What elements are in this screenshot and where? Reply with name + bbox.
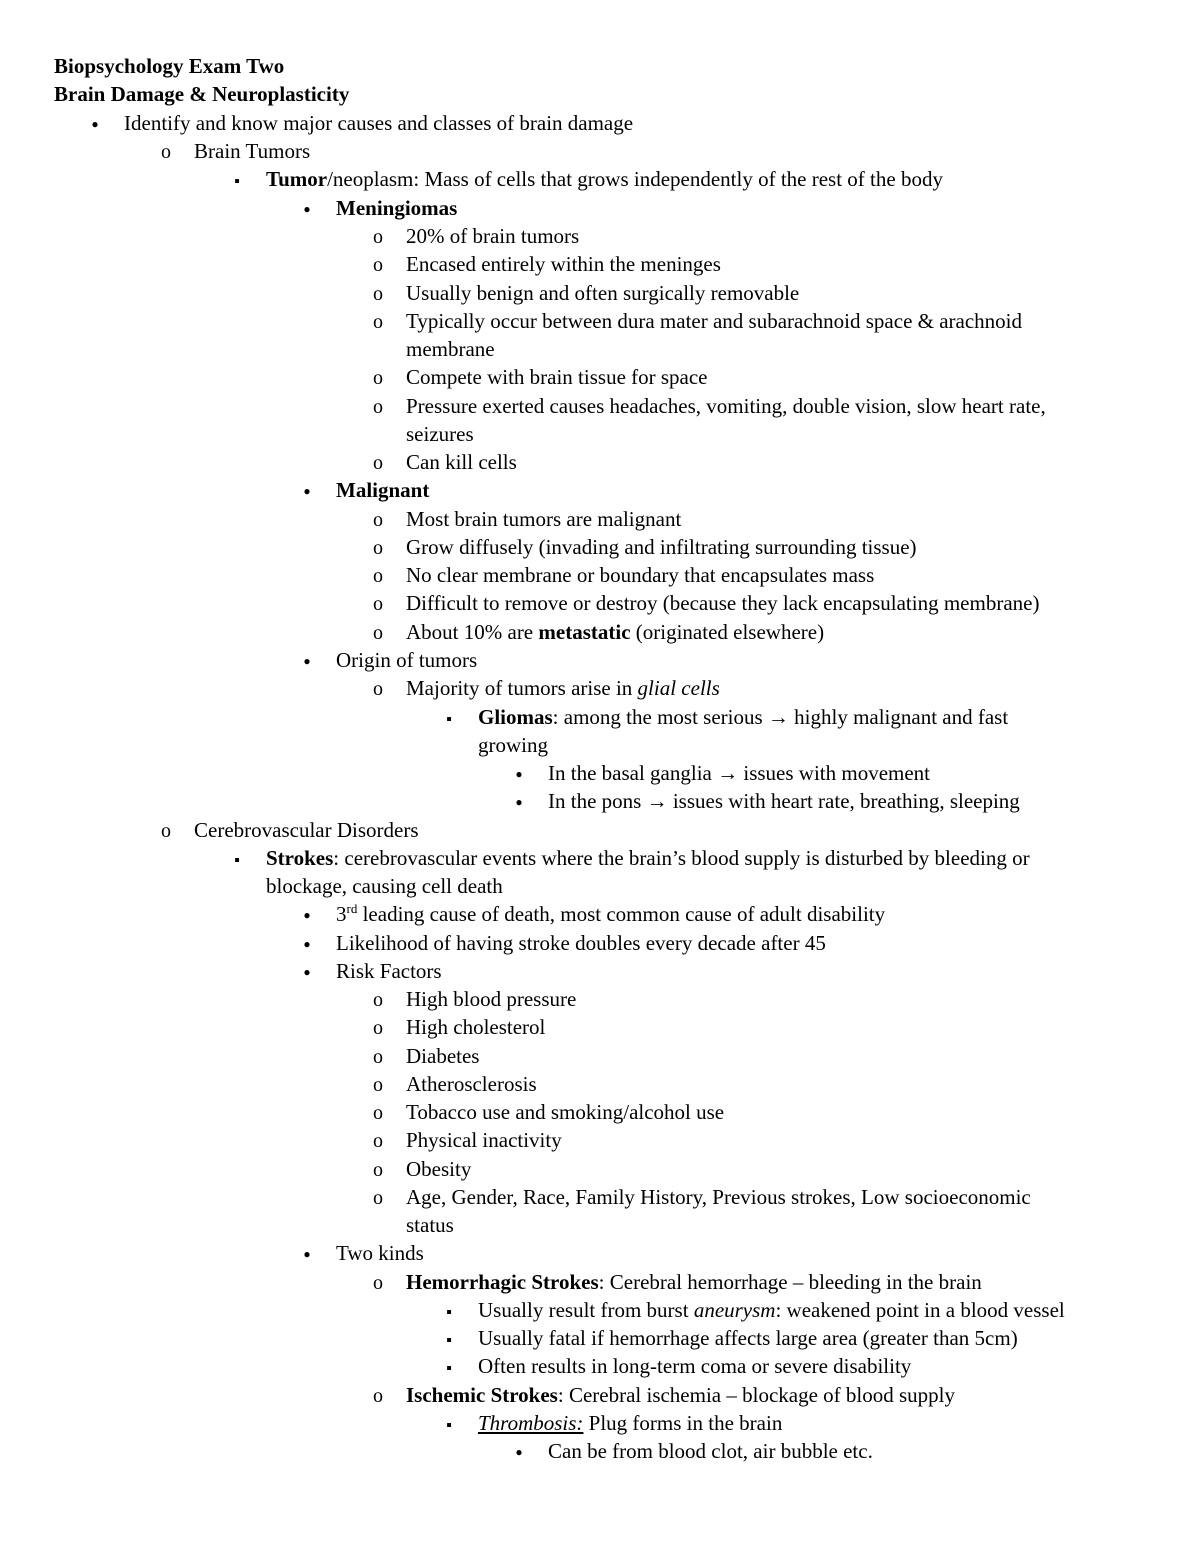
outline-item [478,1409,782,1437]
circle-bullet-icon [370,985,386,1014]
outline-item: Can be from blood clot, air bubble etc. [548,1439,873,1463]
outline-item: Meningiomas [336,196,458,220]
outline-item: Typically occur between dura mater and subarachnoid space & arachnoid [406,309,1023,333]
outline-item: Age, Gender, Race, Family History, Previous strokes, Low socioeconomic [406,1185,1031,1209]
bullet-icon [300,957,314,988]
circle-bullet-icon [370,250,386,279]
text: (originated elsewhere) [630,620,825,644]
circle-bullet-icon [370,392,386,421]
outline-item [478,1296,1065,1324]
outline-item-continued: membrane [406,337,495,361]
bullet-icon [88,109,102,140]
outline-item: Origin of tumors [336,648,478,672]
text: 3 [336,902,347,926]
circle-bullet-icon [370,1183,386,1212]
outline-item: No clear membrane or boundary that encapsulates mass [406,563,875,587]
term: Tumor [266,167,328,191]
outline-item [406,1381,955,1409]
text: : weakened point in a blood vessel [775,1298,1065,1322]
bullet-icon [512,759,526,790]
bullet-icon [512,787,526,818]
circle-bullet-icon [370,1126,386,1155]
bullet-icon [512,1437,526,1468]
outline-item: Brain Tumors [194,139,311,163]
circle-bullet-icon [158,137,174,166]
outline-item [266,844,1030,872]
circle-bullet-icon [370,505,386,534]
outline-item [406,1268,982,1296]
outline-item: Pressure exerted causes headaches, vomiting, double vision, slow heart rate, [406,394,1046,418]
bullet-icon [300,646,314,677]
outline-item: Two kinds [336,1241,424,1265]
outline-item: Grow diffusely (invading and infiltrating surrounding tissue) [406,535,917,559]
outline-item: Cerebrovascular Disorders [194,818,419,842]
text: Plug forms in the brain [583,1411,783,1435]
term: Strokes [266,846,334,870]
term: glial cells [637,676,720,700]
square-bullet-icon [442,1409,456,1440]
circle-bullet-icon [370,1155,386,1184]
outline-item [336,900,885,928]
outline-item [266,165,943,193]
circle-bullet-icon [158,816,174,845]
outline-item: Likelihood of having stroke doubles every decade after 45 [336,931,826,955]
outline-item [406,618,824,646]
term: Hemorrhagic Strokes [406,1270,599,1294]
outline-item: Usually benign and often surgically removable [406,281,800,305]
outline-item: Compete with brain tissue for space [406,365,708,389]
outline-item: Atherosclerosis [406,1072,537,1096]
outline-item: Diabetes [406,1044,480,1068]
bullet-icon [300,900,314,931]
square-bullet-icon [230,844,244,875]
term: Gliomas [478,705,553,729]
outline-item: In the basal ganglia → issues with movement [548,761,931,785]
text: leading cause of death, most common cause of adult disability [357,902,886,926]
square-bullet-icon [442,1324,456,1355]
outline-item [406,674,720,702]
circle-bullet-icon [370,674,386,703]
circle-bullet-icon [370,279,386,308]
circle-bullet-icon [370,307,386,336]
superscript: rd [346,901,358,916]
bullet-icon [300,929,314,960]
circle-bullet-icon [370,222,386,251]
square-bullet-icon [442,703,456,734]
outline-item: Often results in long-term coma or severe disability [478,1354,912,1378]
outline-item: Identify and know major causes and classes of brain damage [124,111,634,135]
square-bullet-icon [442,1296,456,1327]
outline-item: Most brain tumors are malignant [406,507,682,531]
bullet-icon [300,194,314,225]
circle-bullet-icon [370,1381,386,1410]
bullet-icon [300,1239,314,1270]
outline-item: Malignant [336,478,430,502]
text: : among the most serious → highly malignant and fast [552,705,1009,729]
text: : cerebrovascular events where the brain’s blood supply is disturbed by bleeding or [333,846,1030,870]
circle-bullet-icon [370,1268,386,1297]
term: Ischemic Strokes [406,1383,558,1407]
circle-bullet-icon [370,1042,386,1071]
square-bullet-icon [442,1352,456,1383]
outline-item: Tobacco use and smoking/alcohol use [406,1100,725,1124]
outline-item-continued: seizures [406,422,474,446]
document-title: Biopsychology Exam Two [54,54,285,78]
outline-item: Risk Factors [336,959,442,983]
outline-item-continued: growing [478,733,548,757]
circle-bullet-icon [370,618,386,647]
circle-bullet-icon [370,1013,386,1042]
outline-item: Can kill cells [406,450,517,474]
outline-item: High cholesterol [406,1015,546,1039]
outline-item: Difficult to remove or destroy (because they lack encapsulating membrane) [406,591,1040,615]
bullet-icon [300,476,314,507]
term: metastatic [538,620,631,644]
text: : Cerebral hemorrhage – bleeding in the brain [598,1270,982,1294]
circle-bullet-icon [370,1070,386,1099]
definition: /neoplasm: Mass of cells that grows independently of the rest of the body [327,167,943,191]
text: : Cerebral ischemia – blockage of blood supply [557,1383,956,1407]
outline-item: 20% of brain tumors [406,224,580,248]
outline-item: Physical inactivity [406,1128,562,1152]
circle-bullet-icon [370,448,386,477]
section-heading: Brain Damage & Neuroplasticity [54,82,350,106]
outline-item-continued: status [406,1213,454,1237]
outline-item: Obesity [406,1157,472,1181]
square-bullet-icon [230,165,244,196]
text: Majority of tumors arise in [406,676,638,700]
outline-item [478,703,1008,731]
outline-item: Encased entirely within the meninges [406,252,721,276]
term: aneurysm [693,1298,776,1322]
term: Thrombosis: [478,1411,584,1435]
text: Usually result from burst [478,1298,694,1322]
outline-item: Usually fatal if hemorrhage affects large area (greater than 5cm) [478,1326,1018,1350]
circle-bullet-icon [370,589,386,618]
text: About 10% are [406,620,539,644]
outline-item: High blood pressure [406,987,577,1011]
outline-item: In the pons → issues with heart rate, breathing, sleeping [548,789,1020,813]
outline-item-continued: blockage, causing cell death [266,874,503,898]
circle-bullet-icon [370,363,386,392]
circle-bullet-icon [370,561,386,590]
circle-bullet-icon [370,533,386,562]
circle-bullet-icon [370,1098,386,1127]
